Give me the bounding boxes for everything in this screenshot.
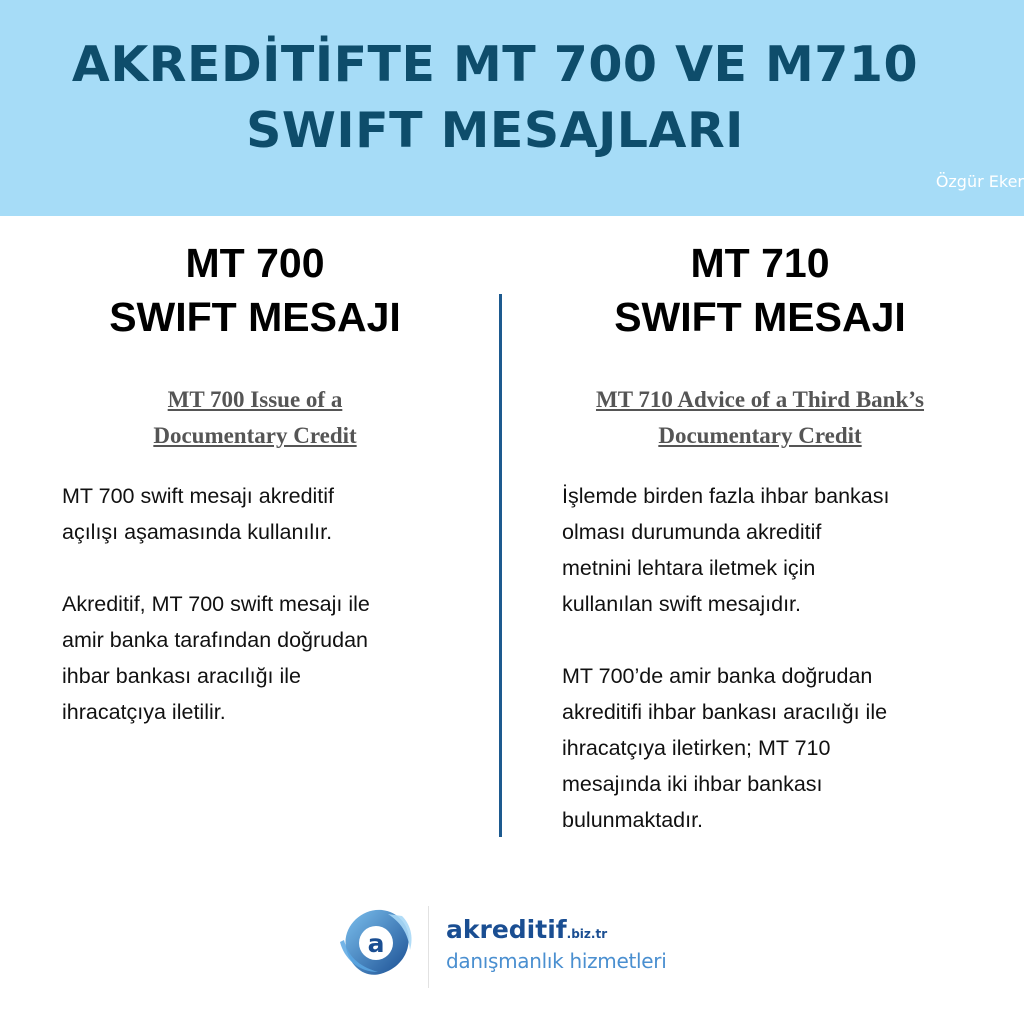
brand-wordmark [446, 916, 666, 974]
mt700-column [40, 236, 470, 766]
mt700-paragraph-2 [62, 586, 470, 730]
logo-letter: a [367, 929, 385, 958]
mt710-subtitle-line-2: Documentary Credit [658, 423, 862, 448]
page-title-line-1: AKREDİTİFTE MT 700 VE M710 [71, 36, 919, 93]
brand-domain: .biz.tr [566, 927, 608, 941]
mt710-description [562, 478, 980, 838]
text-line: kullanılan swift mesajıdır. [562, 592, 801, 616]
text-line: ihracatçıya iletirken; MT 710 [562, 736, 831, 760]
mt710-heading [540, 236, 980, 344]
text-line: ihracatçıya iletilir. [62, 700, 226, 724]
column-divider [499, 294, 502, 837]
akreditif-logo-icon [336, 902, 416, 982]
mt700-subtitle-line-2: Documentary Credit [153, 423, 357, 448]
logo-separator [428, 906, 429, 988]
mt710-paragraph-1 [562, 478, 980, 622]
brand-name: akreditif [446, 915, 567, 944]
text-line: akreditifi ihbar bankası aracılığı ile [562, 700, 888, 724]
mt700-heading-line-2: SWIFT MESAJI [109, 294, 401, 340]
brand-tagline: danışmanlık hizmetleri [446, 949, 667, 973]
text-line: açılışı aşamasında kullanılır. [62, 520, 333, 544]
mt700-description [62, 478, 470, 730]
text-line: metnini lehtara iletmek için [562, 556, 816, 580]
text-line: mesajında iki ihbar bankası [562, 772, 823, 796]
page-title [0, 32, 990, 164]
page-title-line-2: SWIFT MESAJLARI [246, 102, 744, 159]
mt710-subtitle [540, 382, 980, 454]
mt700-paragraph-1 [62, 478, 470, 550]
mt700-heading-line-1: MT 700 [185, 240, 325, 286]
brand-name-row [446, 916, 666, 948]
text-line: İşlemde birden fazla ihbar bankası [562, 484, 890, 508]
text-line: olması durumunda akreditif [562, 520, 822, 544]
text-line: MT 700’de amir banka doğrudan [562, 664, 873, 688]
mt700-subtitle-line-1: MT 700 Issue of a [167, 387, 343, 412]
mt700-subtitle [40, 382, 470, 454]
title-banner [0, 0, 1024, 216]
mt710-heading-line-1: MT 710 [690, 240, 830, 286]
mt710-column [540, 236, 980, 874]
author-name: Özgür Eker [935, 172, 1024, 191]
mt700-heading [40, 236, 470, 344]
text-line: amir banka tarafından doğrudan [62, 628, 368, 652]
text-line: MT 700 swift mesajı akreditif [62, 484, 335, 508]
mt710-paragraph-2 [562, 658, 980, 838]
text-line: Akreditif, MT 700 swift mesajı ile [62, 592, 370, 616]
text-line: ihbar bankası aracılığı ile [62, 664, 302, 688]
text-line: bulunmaktadır. [562, 808, 704, 832]
mt710-heading-line-2: SWIFT MESAJI [614, 294, 906, 340]
mt710-subtitle-line-1: MT 710 Advice of a Third Bank’s [595, 387, 925, 412]
